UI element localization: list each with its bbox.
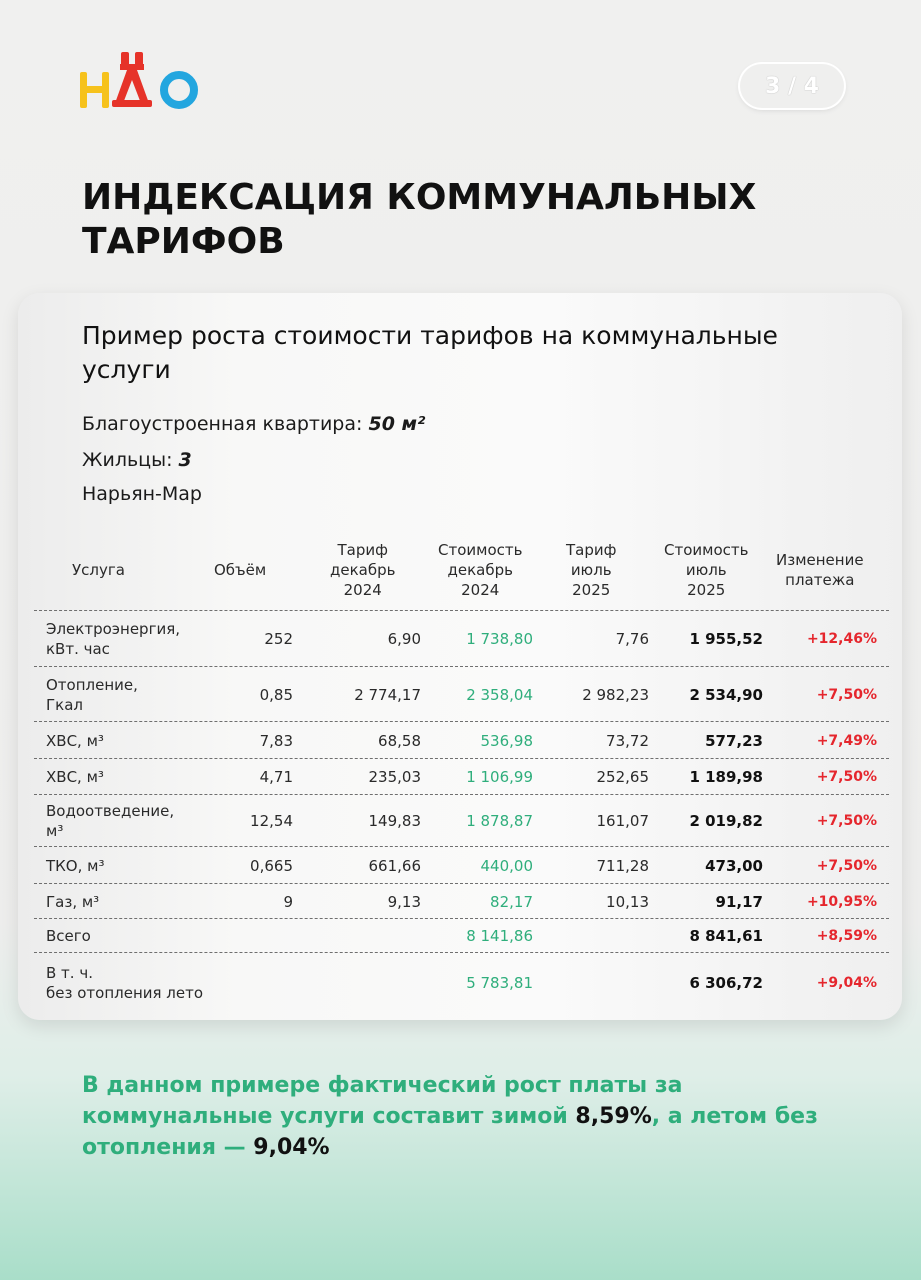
- apartment-info: [82, 413, 425, 435]
- cell-cost-dec: 1 106,99: [466, 768, 533, 786]
- cell-service: Электроэнергия, кВт. час: [46, 620, 180, 658]
- cell-service: ХВС, м³: [46, 768, 104, 786]
- residents-label: Жильцы:: [82, 449, 179, 471]
- cell-volume: 7,83: [259, 732, 293, 750]
- cell-cost-jul: 91,17: [715, 893, 763, 911]
- header-cost-jul: Стоимость июль 2025: [664, 541, 749, 599]
- cell-service: В т. ч. без отопления лето: [46, 964, 204, 1002]
- cell-tariff-jul: 711,28: [596, 857, 649, 875]
- cell-change: +7,50%: [816, 769, 877, 785]
- cell-cost-jul: 473,00: [705, 857, 763, 875]
- city-name: Нарьян-Мар: [82, 483, 202, 505]
- cell-tariff-dec: 149,83: [368, 812, 421, 830]
- cell-cost-dec: 1 738,80: [466, 630, 533, 648]
- header-change: Изменение платежа: [776, 551, 864, 589]
- cell-tariff-dec: 235,03: [368, 768, 421, 786]
- cell-tariff-jul: 252,65: [596, 768, 649, 786]
- header-tariff-jul: Тариф июль 2025: [566, 541, 617, 599]
- cell-volume: 12,54: [250, 812, 293, 830]
- summary-text: [82, 1070, 842, 1163]
- summary-part1: В данном примере фактический рост платы за коммунальные услуги составит зимой: [82, 1073, 683, 1129]
- cell-change: +7,50%: [816, 858, 877, 874]
- cell-volume: 4,71: [259, 768, 293, 786]
- cell-change: +9,04%: [816, 975, 877, 991]
- table-row: [34, 666, 889, 722]
- residents-count: 3: [178, 449, 192, 471]
- cell-cost-jul: 8 841,61: [689, 927, 763, 945]
- card-title: Пример роста стоимости тарифов на коммунальные услуги: [82, 321, 778, 384]
- table-row: [34, 721, 889, 759]
- cell-volume: 9: [283, 893, 293, 911]
- cell-volume: 252: [264, 630, 293, 648]
- cell-tariff-dec: 9,13: [387, 893, 421, 911]
- cell-volume: 0,665: [250, 857, 293, 875]
- winter-growth: 8,59%: [575, 1104, 652, 1129]
- cell-change: +7,50%: [816, 813, 877, 829]
- cell-tariff-jul: 73,72: [606, 732, 649, 750]
- cell-tariff-dec: 6,90: [387, 630, 421, 648]
- cell-cost-jul: 2 019,82: [689, 812, 763, 830]
- nao-logo: [80, 50, 200, 112]
- header-cost-dec: Стоимость декабрь 2024: [438, 541, 523, 599]
- cell-cost-dec: 2 358,04: [466, 686, 533, 704]
- cell-tariff-jul: 7,76: [615, 630, 649, 648]
- cell-cost-dec: 536,98: [480, 732, 533, 750]
- cell-cost-jul: 6 306,72: [689, 974, 763, 992]
- table-row: [34, 846, 889, 884]
- cell-tariff-dec: 68,58: [378, 732, 421, 750]
- cell-service: ХВС, м³: [46, 732, 104, 750]
- header-tariff-dec: Тариф декабрь 2024: [330, 541, 396, 599]
- table-row: [34, 918, 889, 953]
- table-row: [34, 952, 889, 1013]
- apartment-area: 50 м²: [368, 413, 426, 435]
- residents-info: [82, 449, 192, 471]
- cell-cost-dec: 82,17: [490, 893, 533, 911]
- cell-service: ТКО, м³: [46, 857, 105, 875]
- cell-change: +7,50%: [816, 687, 877, 703]
- cell-cost-jul: 1 955,52: [689, 630, 763, 648]
- cell-tariff-dec: 2 774,17: [354, 686, 421, 704]
- cell-tariff-dec: 661,66: [368, 857, 421, 875]
- cell-change: +10,95%: [806, 894, 877, 910]
- header-volume: Объём: [214, 561, 267, 579]
- header-service: Услуга: [72, 561, 125, 579]
- tariff-card: [18, 293, 902, 1020]
- cell-cost-jul: 1 189,98: [689, 768, 763, 786]
- cell-change: +8,59%: [816, 928, 877, 944]
- table-row: [34, 758, 889, 795]
- cell-change: +7,49%: [816, 733, 877, 749]
- cell-cost-jul: 577,23: [705, 732, 763, 750]
- table-row: [34, 610, 889, 667]
- cell-cost-dec: 8 141,86: [466, 927, 533, 945]
- cell-service: Отопление, Гкал: [46, 676, 138, 714]
- cell-tariff-jul: 161,07: [596, 812, 649, 830]
- cell-tariff-jul: 2 982,23: [582, 686, 649, 704]
- cell-cost-dec: 5 783,81: [466, 974, 533, 992]
- table-row: [34, 794, 889, 847]
- cell-service: Газ, м³: [46, 893, 100, 911]
- cell-service: Всего: [46, 927, 91, 945]
- apartment-label: Благоустроенная квартира:: [82, 413, 369, 435]
- cell-cost-dec: 1 878,87: [466, 812, 533, 830]
- cell-tariff-jul: 10,13: [606, 893, 649, 911]
- cell-change: +12,46%: [806, 631, 877, 647]
- summary-part2: , а летом без отопления —: [82, 1104, 818, 1160]
- page-indicator: 3 / 4: [740, 64, 844, 108]
- cell-service: Водоотведение, м³: [46, 802, 175, 840]
- table-row: [34, 883, 889, 919]
- page-title: ИНДЕКСАЦИЯ КОММУНАЛЬНЫХ ТАРИФОВ: [82, 177, 757, 262]
- cell-volume: 0,85: [259, 686, 293, 704]
- cell-cost-jul: 2 534,90: [689, 686, 763, 704]
- cell-cost-dec: 440,00: [480, 857, 533, 875]
- summer-growth: 9,04%: [253, 1135, 330, 1160]
